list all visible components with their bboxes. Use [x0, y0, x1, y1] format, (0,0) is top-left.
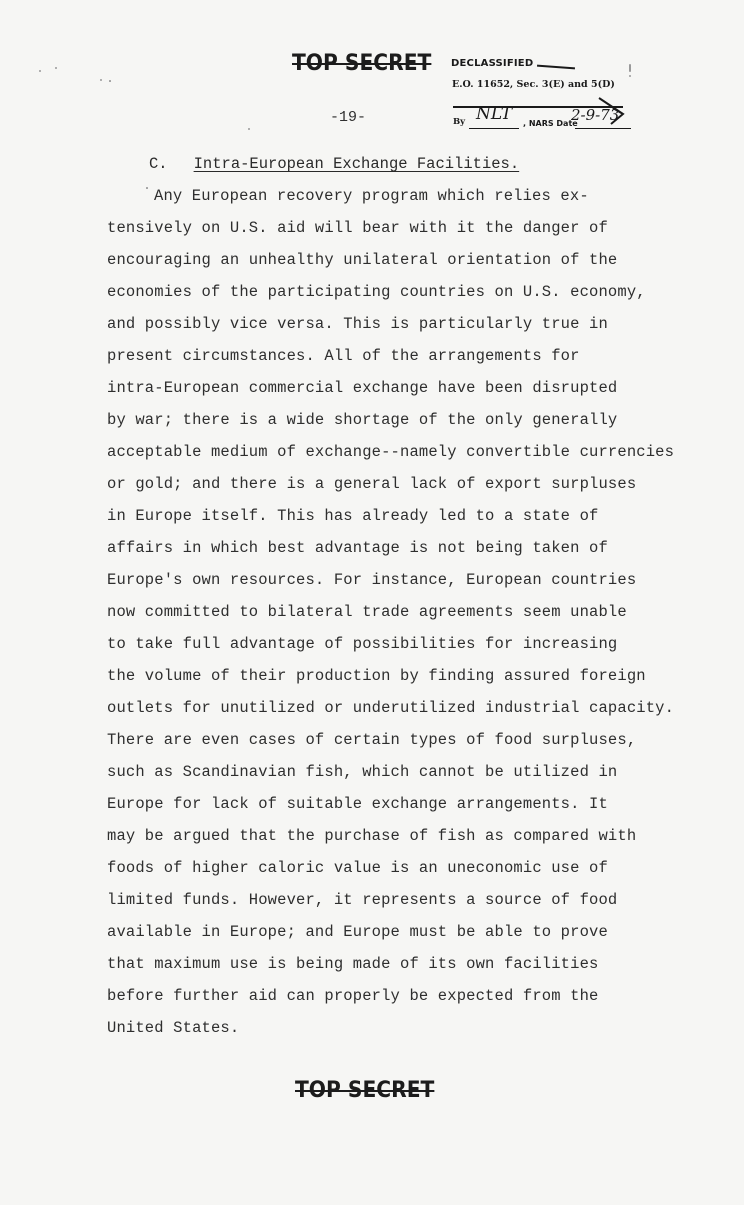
body-line: acceptable medium of exchange--namely convertible currencies — [107, 443, 675, 461]
body-line: Europe's own resources. For instance, European countries — [107, 571, 637, 589]
body-line: encouraging an unhealthy unilateral orientation of the — [107, 251, 618, 269]
body-line: before further aid can properly be expected from the — [107, 987, 599, 1005]
stamp-initials-line — [469, 128, 519, 129]
body-line: foods of higher caloric value is an uneconomic use of — [107, 859, 608, 877]
body-line: the volume of their production by finding assured foreign — [107, 667, 646, 685]
classification-marking-bottom: TOP SECRET — [295, 1078, 435, 1103]
body-line: tensively on U.S. aid will bear with it the danger of — [107, 219, 608, 237]
section-letter: C. — [149, 155, 168, 173]
body-line: or gold; and there is a general lack of export surpluses — [107, 475, 637, 493]
stamp-initials: NLT — [476, 104, 513, 124]
stamp-authority: E.O. 11652, Sec. 3(E) and 5(D) — [452, 79, 615, 90]
stamp-title: DECLASSIFIED — [451, 58, 534, 69]
body-line: present circumstances. All of the arrangements for — [107, 347, 580, 365]
body-line: There are even cases of certain types of food surpluses, — [107, 731, 637, 749]
stamp-nars-label: , NARS Date — [523, 119, 578, 128]
body-line: outlets for unutilized or underutilized industrial capacity. — [107, 699, 675, 717]
section-heading — [149, 155, 519, 173]
stamp-by-label: By — [453, 117, 466, 127]
body-line: to take full advantage of possibilities for increasing — [107, 635, 618, 653]
body-line: affairs in which best advantage is not being taken of — [107, 539, 608, 557]
body-line: economies of the participating countries on U.S. economy, — [107, 283, 646, 301]
body-line: Europe for lack of suitable exchange arrangements. It — [107, 795, 608, 813]
stamp-date: 2-9-73 — [571, 106, 620, 124]
body-line: that maximum use is being made of its own facilities — [107, 955, 599, 973]
stamp-arrow-mark — [593, 94, 633, 130]
body-line: available in Europe; and Europe must be able to prove — [107, 923, 608, 941]
body-line: now committed to bilateral trade agreements seem unable — [107, 603, 627, 621]
body-line: may be argued that the purchase of fish as compared with — [107, 827, 637, 845]
body-line: in Europe itself. This has already led to a state of — [107, 507, 599, 525]
page-number: -19- — [330, 109, 367, 126]
body-line: intra-European commercial exchange have been disrupted — [107, 379, 618, 397]
stamp-dash — [537, 65, 575, 70]
section-title: Intra-European Exchange Facilities. — [193, 155, 520, 173]
body-line: by war; there is a wide shortage of the only generally — [107, 411, 618, 429]
body-line: such as Scandinavian fish, which cannot be utilized in — [107, 763, 618, 781]
body-line: and possibly vice versa. This is particularly true in — [107, 315, 608, 333]
body-line: Any European recovery program which relies ex- — [154, 187, 589, 205]
classification-marking-top: TOP SECRET — [292, 51, 432, 76]
body-line: limited funds. However, it represents a source of food — [107, 891, 618, 909]
body-line: United States. — [107, 1019, 240, 1037]
